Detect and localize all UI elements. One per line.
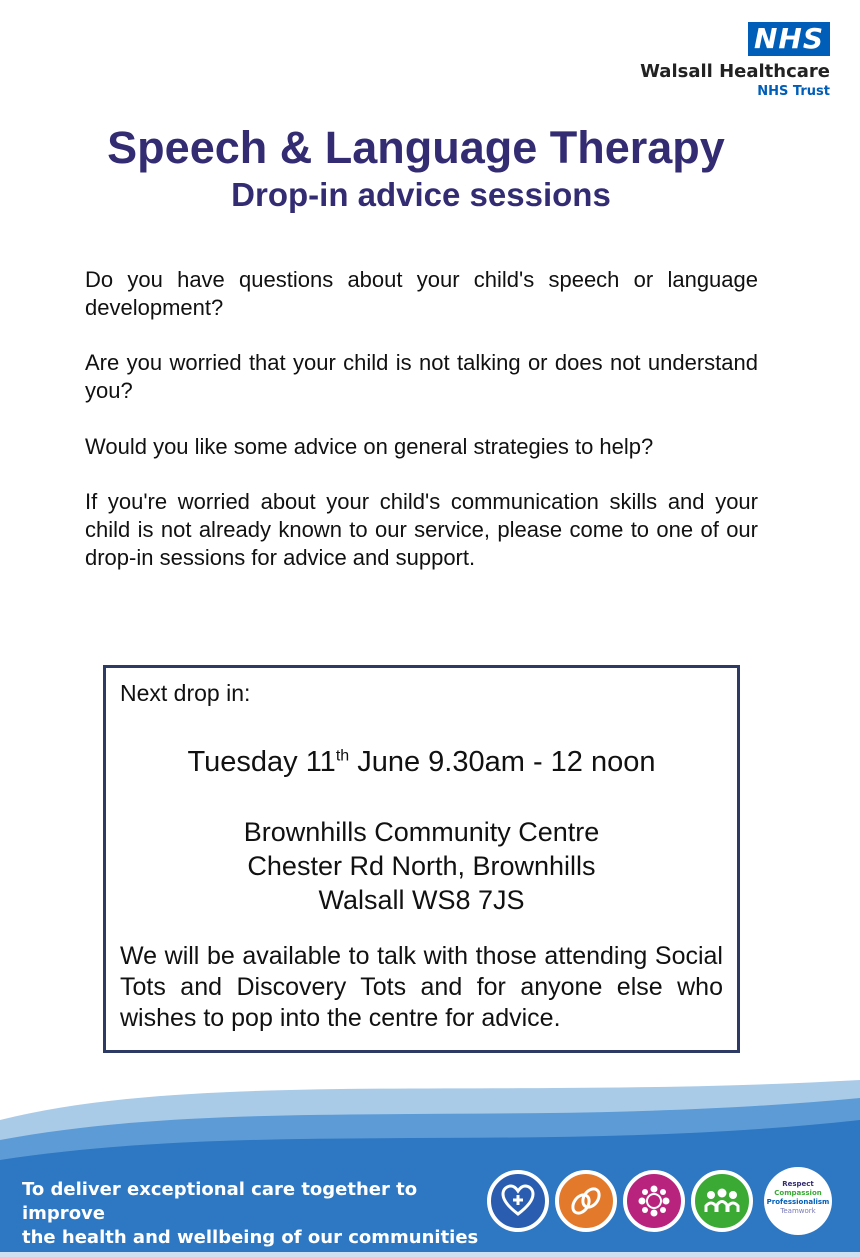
mission-line-1: To deliver exceptional care together to improve [22, 1179, 418, 1224]
org-name: Walsall Healthcare [640, 61, 830, 82]
group-icon [691, 1170, 753, 1232]
trust-logo [640, 22, 830, 99]
value-professionalism: Professionalism [766, 1198, 830, 1206]
nhs-logo: NHS [748, 22, 830, 56]
session-info-box [103, 665, 740, 1053]
session-day: Tuesday 11 [187, 746, 336, 778]
page-subtitle: Drop-in advice sessions [231, 176, 611, 213]
value-respect: Respect [782, 1180, 814, 1188]
value-compassion: Compassion [774, 1189, 822, 1197]
question-worried: Are you worried that your child is not talking or does not understand you? [85, 350, 758, 403]
heart-icon [487, 1170, 549, 1232]
address-line-venue: Brownhills Community Centre [243, 817, 600, 847]
session-time: June 9.30am - 12 noon [349, 746, 656, 778]
mission-line-2: the health and wellbeing of our communities [22, 1227, 479, 1248]
address-line-postcode: Walsall WS8 7JS [318, 885, 525, 915]
link-icon [555, 1170, 617, 1232]
mission-statement [22, 1178, 492, 1250]
page-title: Speech & Language Therapy [107, 122, 725, 173]
people-circle-icon [623, 1170, 685, 1232]
org-subtitle: NHS Trust [757, 84, 830, 99]
question-speech: Do you have questions about your child's speech or language development? [85, 267, 758, 320]
values-badge [764, 1167, 832, 1235]
invitation-paragraph: If you're worried about your child's communication skills and your child is not already known to our service, please come to one of our drop-in sessions for advice and support. [85, 489, 758, 570]
bottom-divider [0, 1252, 860, 1257]
session-date [120, 746, 723, 779]
next-drop-in-heading: Next drop in: [120, 680, 251, 706]
address-line-street: Chester Rd North, Brownhills [247, 851, 596, 881]
session-day-suffix: th [335, 747, 350, 765]
session-address [120, 815, 723, 917]
value-teamwork: Teamwork [780, 1207, 816, 1215]
availability-text: We will be available to talk with those attending Social Tots and Discovery Tots and for anyone else who wishes to pop into the centre for advice. [120, 942, 723, 1032]
question-advice: Would you like some advice on general strategies to help? [85, 434, 654, 459]
